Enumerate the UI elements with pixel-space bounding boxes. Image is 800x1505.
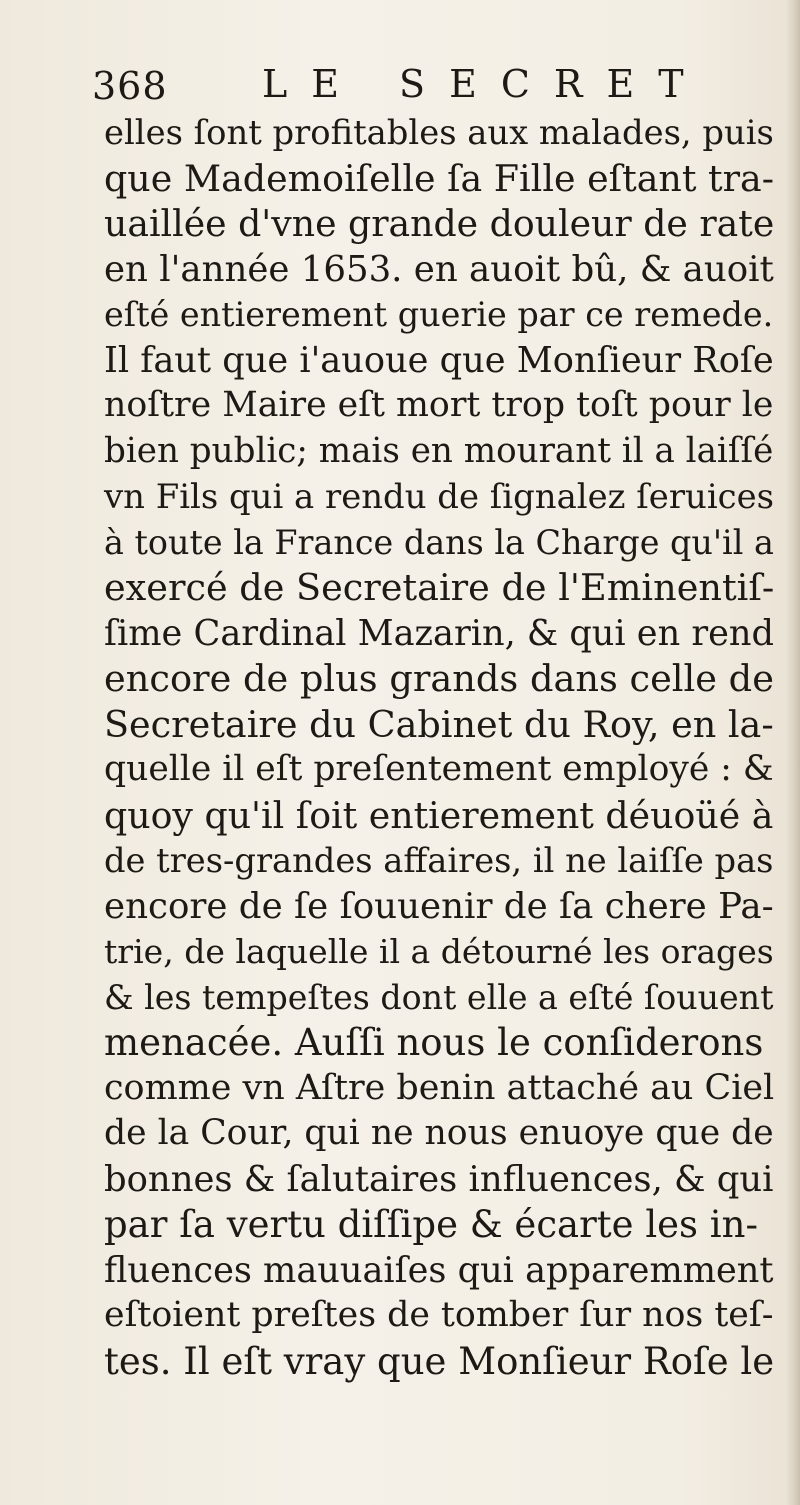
- text-line: de la Cour, qui ne nous enuoye que de: [104, 1113, 774, 1153]
- text-line: de tres-grandes affaires, il ne laiſſe pas: [104, 841, 774, 880]
- body-text: [104, 110, 774, 1384]
- text-line: Il faut que i'auoue que Monſieur Roſe: [104, 339, 774, 381]
- text-line: Secretaire du Cabinet du Roy, en la-: [104, 702, 774, 746]
- text-line: elles ſont profitables aux malades, puis: [104, 113, 774, 152]
- text-line: uaillée d'vne grande douleur de rate: [104, 202, 775, 245]
- text-line: par ſa vertu diſſipe & écarte les in-: [104, 1203, 758, 1246]
- page-edge: [786, 0, 800, 1505]
- text-line: quoy qu'il ſoit entierement déuoüé à: [104, 793, 774, 837]
- text-line: en l'année 1653. en auoit bû, & auoit: [104, 248, 774, 290]
- text-line: à toute la France dans la Charge qu'il a: [104, 522, 774, 562]
- text-line: menacée. Auſſi nous le conſiderons: [104, 1021, 764, 1064]
- text-line: & les tempeſtes dont elle a eſté ſouuent: [104, 977, 774, 1017]
- text-line: trie, de laquelle il a détourné les orages: [104, 932, 774, 971]
- text-line: encore de plus grands dans celle de: [104, 657, 774, 700]
- text-line: bonnes & ſalutaires influences, & qui: [104, 1158, 774, 1200]
- text-line: eſtoient preſtes de tomber ſur nos teſ-: [104, 1295, 774, 1335]
- running-head: LE SECRET: [262, 62, 708, 106]
- text-line: bien public; mais en mourant il a laiſſé: [104, 430, 774, 471]
- page-header: [92, 58, 752, 108]
- page-number: 368: [92, 64, 168, 108]
- text-line: encore de ſe ſouuenir de ſa chere Pa-: [104, 885, 774, 927]
- text-line: que Mademoiſelle ſa Fille eſtant tra-: [104, 156, 775, 200]
- text-line: noſtre Maire eſt mort trop toſt pour le: [104, 385, 774, 425]
- text-line: fluences mauuaiſes qui apparemment: [104, 1249, 774, 1291]
- text-line: ſime Cardinal Mazarin, & qui en rend: [104, 612, 775, 654]
- text-line: eſté entierement guerie par ce remede.: [104, 295, 774, 334]
- text-line: tes. Il eſt vray que Monſieur Roſe le: [104, 1339, 775, 1383]
- text-line: vn Fils qui a rendu de ſignalez ſeruices: [104, 477, 775, 516]
- text-line: comme vn Aſtre benin attaché au Ciel: [104, 1067, 775, 1108]
- text-line: exercé de Secretaire de l'Eminentiſ-: [104, 566, 775, 609]
- text-line: quelle il eſt preſentement employé : &: [104, 749, 774, 789]
